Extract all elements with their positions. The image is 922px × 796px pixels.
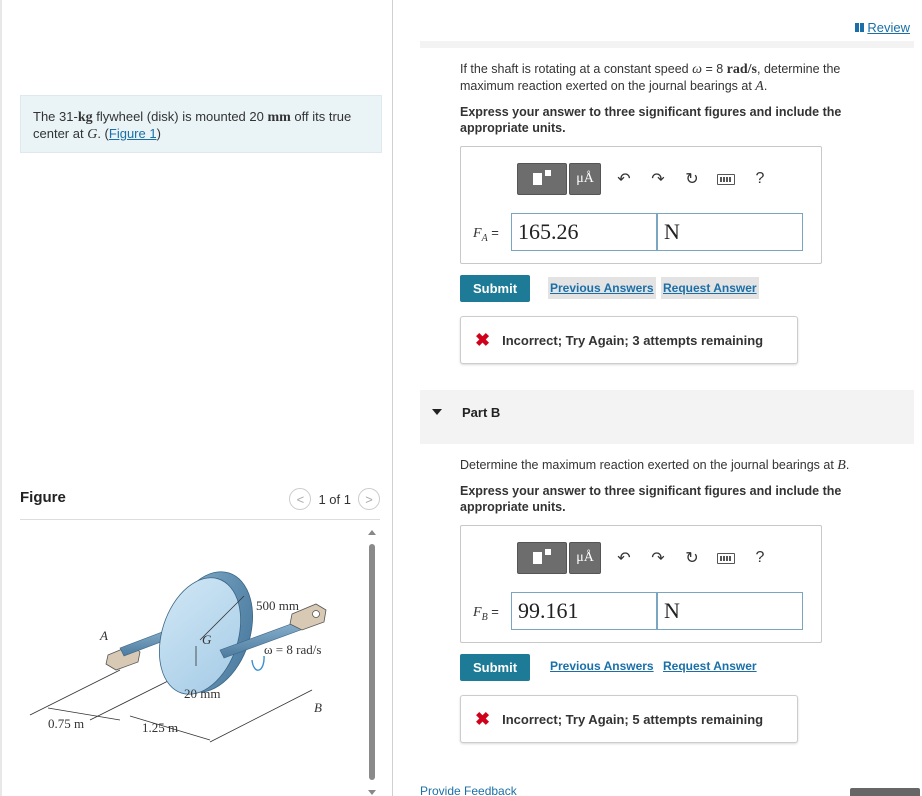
part-b-value-input[interactable]: 99.161 (511, 592, 657, 630)
prev-figure-button[interactable] (289, 488, 311, 510)
part-a-request-answer-link[interactable]: Request Answer (661, 277, 759, 299)
label-radius: 500 mm (256, 598, 299, 613)
part-b-instruction: Express your answer to three significant figures and include the appropriate units. (460, 484, 842, 514)
units-button[interactable]: μÅ (569, 163, 601, 195)
bearing-b-hole (313, 611, 320, 618)
label-dist1: 0.75 m (48, 716, 85, 731)
figure-image (20, 530, 370, 796)
part-b-title: Part B (462, 405, 501, 420)
part-a-omega: ω (692, 62, 702, 77)
problem-close: ) (156, 126, 161, 141)
label-g: G (202, 632, 212, 647)
undo-icon[interactable]: ↶ (617, 171, 631, 188)
figure-title: Figure (20, 489, 66, 506)
review-label: Review (867, 20, 910, 35)
reset-icon[interactable]: ↻ (685, 550, 699, 567)
redo-icon[interactable]: ↷ (651, 550, 665, 567)
part-a-q-mid: = 8 (701, 62, 727, 76)
undo-icon[interactable]: ↶ (617, 550, 631, 567)
part-b-unit-input[interactable]: N (657, 592, 803, 630)
template-icon (533, 173, 542, 185)
part-a-submit-button[interactable]: Submit (460, 275, 530, 302)
figure-header (20, 488, 380, 520)
part-a-question (460, 61, 880, 95)
caret-down-icon (432, 409, 442, 415)
part-a-label (473, 225, 499, 244)
template-icon (533, 552, 542, 564)
provide-feedback-link[interactable]: Provide Feedback (420, 784, 517, 796)
part-a-point: A (755, 79, 764, 94)
part-a-q-end: . (763, 79, 768, 93)
part-b-question (460, 457, 880, 474)
part-b-answer-box (460, 525, 822, 643)
label-b: B (314, 700, 322, 715)
problem-text-mid: flywheel (disk) is mounted 20 (92, 109, 268, 124)
right-pane (394, 0, 922, 796)
figure-link[interactable]: Figure 1 (108, 126, 157, 141)
error-x-icon: ✖ (475, 708, 491, 729)
figure-pager (289, 488, 380, 510)
problem-unit-kg: kg (77, 110, 93, 125)
part-b-label-f: F (473, 605, 482, 620)
part-a-feedback-text: Incorrect; Try Again; 3 attempts remaining (502, 332, 764, 348)
chevron-left-icon: < (296, 491, 305, 507)
part-a-value-input[interactable]: 165.26 (511, 213, 657, 251)
units-button[interactable]: μÅ (569, 542, 601, 574)
help-button[interactable]: ? (755, 170, 765, 187)
dim-line-a (30, 670, 120, 715)
scroll-down-icon[interactable] (368, 790, 376, 795)
part-b-previous-answers-link[interactable]: Previous Answers (550, 659, 654, 673)
chevron-right-icon: > (365, 491, 373, 507)
scroll-thumb[interactable] (369, 544, 375, 780)
part-a-q-pre: If the shaft is rotating at a constant speed (460, 62, 693, 76)
scroll-up-icon[interactable] (368, 530, 376, 535)
review-link[interactable] (855, 20, 910, 35)
template-small-icon (545, 170, 551, 176)
template-small-icon (545, 549, 551, 555)
next-figure-button[interactable] (358, 488, 380, 510)
part-a-equals: = (487, 225, 499, 240)
part-b-q-pre: Determine the maximum reaction exerted on the journal bearings at (460, 458, 838, 472)
problem-period: . ( (97, 126, 109, 141)
part-b-feedback (460, 695, 798, 743)
redo-icon[interactable]: ↷ (651, 171, 665, 188)
part-b-header[interactable] (420, 390, 914, 444)
keyboard-icon (717, 553, 735, 564)
part-b-point: B (837, 458, 846, 473)
part-a-toolbar (517, 163, 777, 195)
reset-icon[interactable]: ↻ (685, 171, 699, 188)
part-a-label-sub: A (481, 232, 488, 244)
part-a-unit-input[interactable]: N (657, 213, 803, 251)
label-offset: 20 mm (184, 686, 221, 701)
problem-text-post: off its true center at (33, 109, 352, 141)
problem-statement (20, 95, 382, 153)
figure-scrollbar[interactable] (368, 530, 376, 796)
dim-line-b (210, 690, 312, 742)
keyboard-button[interactable] (709, 542, 743, 574)
label-dist2: 1.25 m (142, 720, 179, 735)
keyboard-button[interactable] (709, 163, 743, 195)
problem-text-pre: The 31- (33, 109, 78, 124)
label-omega: ω = 8 rad/s (264, 642, 322, 657)
part-b-q-end: . (845, 458, 850, 472)
help-button[interactable]: ? (755, 549, 765, 566)
pager-count: 1 of 1 (318, 491, 351, 507)
part-a-answer-box (460, 146, 822, 264)
part-b-equals: = (487, 604, 499, 619)
next-button[interactable] (850, 788, 920, 796)
label-a: A (100, 628, 108, 643)
part-b-label-sub: B (481, 611, 488, 623)
part-a-units: rad/s (726, 62, 757, 77)
part-a-previous-answers-link[interactable]: Previous Answers (548, 277, 656, 299)
templates-button[interactable] (517, 542, 567, 574)
part-a-q-post: , determine the maximum reaction exerted on the journal bearings at (460, 62, 841, 93)
part-b-label (473, 604, 499, 623)
part-b-toolbar (517, 542, 777, 574)
review-icon (855, 23, 864, 32)
keyboard-icon (717, 174, 735, 185)
part-a-feedback (460, 316, 798, 364)
problem-point-g: G (87, 127, 98, 142)
templates-button[interactable] (517, 163, 567, 195)
part-b-feedback-text: Incorrect; Try Again; 5 attempts remaining (502, 711, 764, 727)
flywheel-diagram (20, 530, 370, 796)
part-b-request-answer-link[interactable]: Request Answer (663, 659, 757, 673)
dim-line-g (90, 675, 180, 720)
part-a-instruction: Express your answer to three significant figures and include the appropriate units. (460, 105, 842, 135)
part-a-header-strip (420, 41, 914, 48)
problem-unit-mm: mm (267, 110, 291, 125)
part-b-submit-button[interactable]: Submit (460, 654, 530, 681)
left-pane (0, 0, 393, 796)
rotation-arrow (252, 656, 264, 670)
part-a-label-f: F (473, 226, 482, 241)
error-x-icon: ✖ (475, 329, 491, 350)
